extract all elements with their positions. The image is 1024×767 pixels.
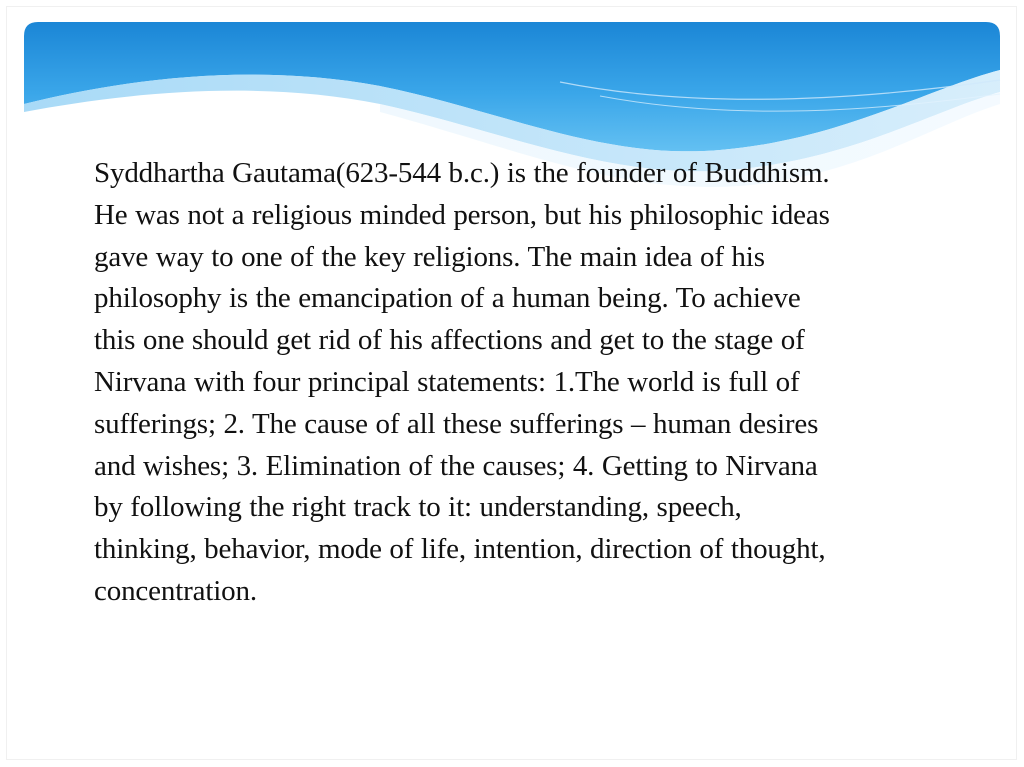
text-line: sufferings; 2. The cause of all these sufferings – human desires (94, 407, 819, 440)
text-line: gave way to one of the key religions. The main idea of his (94, 240, 765, 273)
text-line: He was not a religious minded person, but his philosophic ideas (94, 198, 830, 231)
text-line: philosophy is the emancipation of a human being. To achieve (94, 282, 801, 315)
slide-body-text (94, 153, 994, 613)
text-line: by following the right track to it: understanding, speech, (94, 491, 742, 524)
text-line: Syddhartha Gautama(623-544 b.c.) is the founder of Buddhism. (94, 157, 830, 189)
paragraph (94, 153, 994, 613)
text-line: Nirvana with four principal statements: 1.The world is full of (94, 365, 800, 398)
text-line: this one should get rid of his affections and get to the stage of (94, 324, 805, 357)
text-line: and wishes; 3. Elimination of the causes; 4. Getting to Nirvana (94, 449, 818, 482)
text-line: thinking, behavior, mode of life, intention, direction of thought, (94, 533, 826, 566)
text-line: concentration. (94, 574, 257, 607)
